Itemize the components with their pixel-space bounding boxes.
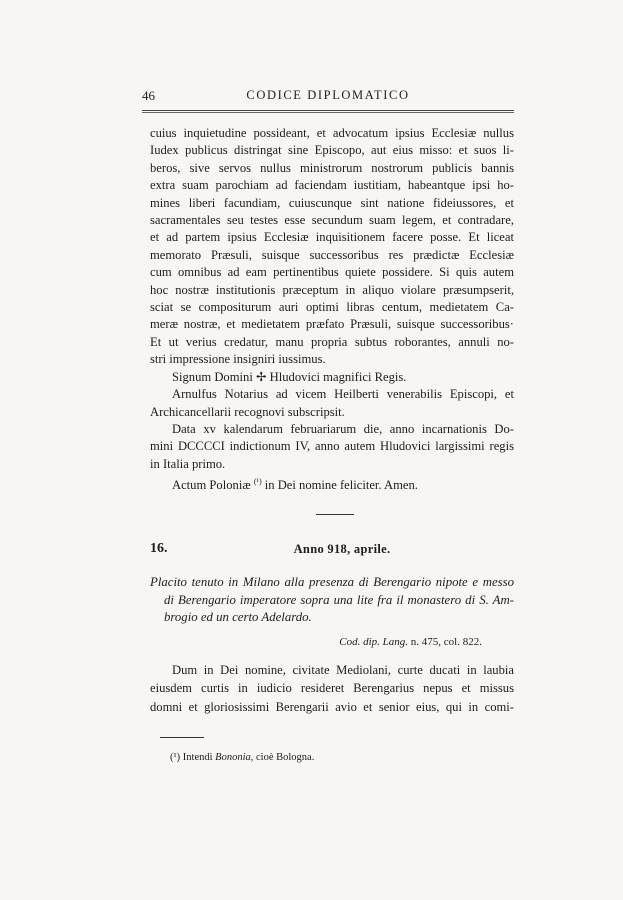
charter-paragraph bbox=[150, 125, 514, 369]
signum-line: Signum Domini ✢ Hludovici magnifici Regis. bbox=[172, 369, 407, 384]
page-number: 46 bbox=[142, 88, 155, 103]
text-line: eiusdem curtis in iudicio resideret Berengarius nepus et missus bbox=[150, 681, 514, 696]
footnote-reference[interactable]: (¹) bbox=[253, 477, 262, 487]
footnote-text: cioè Bologna. bbox=[256, 752, 315, 763]
text-line: Iudex publicus distringat sine Episcopo, aut eius misso: et suos li- bbox=[150, 143, 514, 158]
citation-ref: n. 475, col. 822. bbox=[410, 636, 482, 648]
actum-text: in Dei nomine feliciter. Amen. bbox=[264, 478, 418, 493]
text-line: cum omnibus ad eam pertinentibus quiete possidere. Si quis autem bbox=[150, 265, 514, 280]
text-line: sacramentales seu testes esse secundum suam legem, et contradare, bbox=[150, 213, 514, 228]
text-line: Arnulfus Notarius ad vicem Heilberti venerabilis Episcopi, et bbox=[172, 387, 514, 402]
section-separator bbox=[316, 514, 354, 515]
charter-text bbox=[150, 125, 514, 495]
text-line: mines liberi facundiam, cuiuscunque sint natione fideiussores, et bbox=[150, 195, 514, 210]
actum-text: Actum Poloniæ bbox=[172, 478, 251, 493]
text-line: stri impressione insigniri iussimus. bbox=[150, 352, 326, 367]
text-line: domni et gloriosissimi Berengarii avio et senior eius, qui in comi- bbox=[150, 699, 514, 714]
text-line: beros, sive servos nullus ministrorum nostrorum publicis bannis bbox=[150, 160, 514, 175]
text-line: in Italia primo. bbox=[150, 456, 226, 471]
document-date: Anno 918, aprile. bbox=[293, 542, 391, 556]
signum-paragraph bbox=[150, 369, 514, 386]
header-rule bbox=[142, 110, 514, 113]
citation-source: Cod. dip. Lang. bbox=[339, 636, 409, 648]
text-line: mini DCCCCI indictionum IV, anno autem Hludovici largissimi regis bbox=[150, 439, 514, 454]
footnote-term: Bononia, bbox=[215, 752, 254, 763]
text-line: sciat se compositurum auri optimi libras centum, medietatem Ca- bbox=[150, 300, 514, 315]
document-heading bbox=[150, 541, 514, 559]
summary-line: brogio ed un certo Adelardo. bbox=[164, 610, 312, 625]
document-summary bbox=[150, 574, 514, 627]
footnote-rule bbox=[160, 737, 204, 738]
text-line: memorato Præsuli, suisque successoribus res prædictæ Ecclesiæ bbox=[150, 247, 514, 262]
text-line: et ad partem ipsius Ecclesiæ inquisitionem facere posse. Et liceat bbox=[150, 230, 514, 245]
footnote-mark: (¹) bbox=[170, 752, 181, 763]
source-citation bbox=[150, 636, 514, 648]
text-line: Et ut verius credatur, manu propria subtus roborantes, annuli no- bbox=[150, 334, 514, 349]
text-line: meræ nostræ, et medietatem præfato Præsuli, suisque successoribus· bbox=[150, 317, 514, 332]
text-line: cuius inquietudine possideant, et advocatum ipsius Ecclesiæ nullus bbox=[150, 126, 514, 140]
text-line: extra suam parochiam ad faciendam iustitiam, habeantque ipsi ho- bbox=[150, 178, 514, 193]
dating-paragraph bbox=[150, 421, 514, 473]
actum-line bbox=[150, 473, 514, 495]
text-line: hoc nostræ institutionis præceptum in aliquo violare præsumpserit, bbox=[150, 282, 514, 297]
text-line: Data xv kalendarum februariarum die, anno incarnationis Do- bbox=[172, 421, 514, 436]
text-line: Archicancellarii recognovi subscripsit. bbox=[150, 404, 345, 419]
document-number: 16. bbox=[150, 541, 168, 556]
summary-line: Placito tenuto in Milano alla presenza di Berengario nipote e messo bbox=[150, 575, 514, 589]
actum-paragraph bbox=[150, 473, 514, 495]
notary-paragraph bbox=[150, 386, 514, 421]
text-line: Dum in Dei nomine, civitate Mediolani, curte ducati in laubia bbox=[172, 663, 514, 677]
footnote bbox=[170, 752, 314, 763]
page-header bbox=[142, 88, 514, 108]
summary-line: di Berengario imperatore sopra una lite fra il monastero di S. Am- bbox=[164, 592, 514, 607]
running-title: CODICE DIPLOMATICO bbox=[246, 88, 410, 102]
placito-text bbox=[150, 661, 514, 716]
footnote-text: Intendi bbox=[182, 752, 213, 763]
